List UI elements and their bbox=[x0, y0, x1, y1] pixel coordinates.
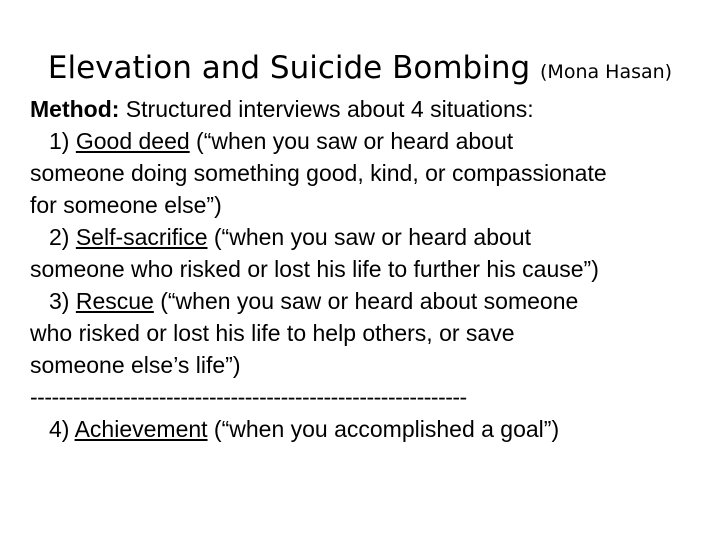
item-2-line-2: someone who risked or lost his life to further his cause”) bbox=[30, 256, 599, 282]
item-4-line-1 bbox=[30, 413, 720, 445]
item-3-line-2: who risked or lost his life to help others, or save bbox=[30, 320, 515, 346]
method-line bbox=[30, 93, 720, 125]
item-3-line-1 bbox=[30, 285, 720, 317]
item-1-number: 1) bbox=[49, 128, 76, 154]
item-3-term: Rescue bbox=[75, 288, 154, 314]
item-2-line-1 bbox=[30, 221, 720, 253]
slide-body bbox=[30, 93, 720, 445]
item-1-line-3: for someone else”) bbox=[30, 192, 222, 218]
item-2-term: Self-sacrifice bbox=[75, 224, 208, 250]
item-1-term: Good deed bbox=[75, 128, 190, 154]
item-1-line-1 bbox=[30, 125, 720, 157]
item-2-text-1: (“when you saw or heard about bbox=[207, 224, 531, 250]
title-main: Elevation and Suicide Bombing bbox=[47, 50, 531, 86]
method-label: Method: bbox=[30, 96, 120, 122]
item-4-number: 4) bbox=[49, 416, 75, 442]
method-text: Structured interviews about 4 situations: bbox=[119, 96, 534, 122]
item-3-text-1: (“when you saw or heard about someone bbox=[153, 288, 579, 314]
title-author: (Mona Hasan) bbox=[540, 61, 673, 83]
separator-line: ------------------------------------------------------------- bbox=[30, 384, 467, 410]
item-3-number: 3) bbox=[49, 288, 76, 314]
item-4-text-1: (“when you accomplished a goal”) bbox=[207, 416, 560, 442]
item-1-line-2: someone doing something good, kind, or compassionate bbox=[30, 160, 607, 186]
slide-title bbox=[0, 44, 720, 96]
item-4-term: Achievement bbox=[74, 416, 208, 442]
item-2-number: 2) bbox=[49, 224, 76, 250]
item-3-line-3: someone else’s life”) bbox=[30, 352, 241, 378]
item-1-text-1: (“when you saw or heard about bbox=[189, 128, 514, 154]
